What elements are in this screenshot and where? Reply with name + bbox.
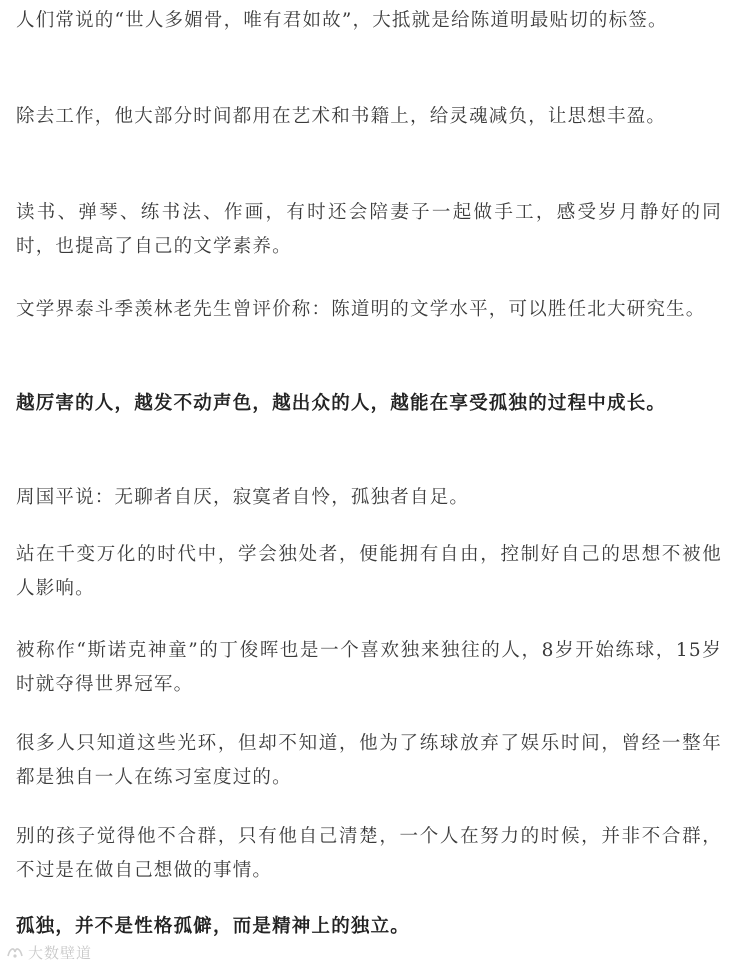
paragraph-5-emphasis: 越厉害的人，越发不动声色，越出众的人，越能在享受孤独的过程中成长。 (16, 393, 667, 414)
watermark-text: 大数壁道 (28, 943, 93, 962)
watermark-logo-icon (6, 945, 24, 959)
watermark (6, 941, 92, 963)
paragraph-8: 被称作“斯诺克神童”的丁俊晖也是一个喜欢独来独往的人，8岁开始练球，15岁时就夺得世界冠军。 (16, 640, 722, 695)
paragraph-3: 读书、弹琴、练书法、作画，有时还会陪妻子一起做手工，感受岁月静好的同时，也提高了自己的文学素养。 (16, 202, 722, 257)
paragraph-2: 除去工作，他大部分时间都用在艺术和书籍上，给灵魂减负，让思想丰盈。 (16, 106, 667, 127)
paragraph-4: 文学界泰斗季羡林老先生曾评价称：陈道明的文学水平，可以胜任北大研究生。 (16, 299, 706, 320)
paragraph-10: 别的孩子觉得他不合群，只有他自己清楚，一个人在努力的时候，并非不合群，不过是在做自己想做的事情。 (16, 826, 722, 881)
paragraph-1: 人们常说的“世人多媚骨，唯有君如故”，大抵就是给陈道明最贴切的标签。 (16, 10, 668, 31)
paragraph-11-emphasis: 孤独，并不是性格孤僻，而是精神上的独立。 (16, 916, 411, 937)
paragraph-9: 很多人只知道这些光环，但却不知道，他为了练球放弃了娱乐时间，曾经一整年都是独自一人在练习室度过的。 (16, 733, 722, 788)
paragraph-6: 周国平说：无聊者自厌，寂寞者自怜，孤独者自足。 (16, 487, 470, 508)
paragraph-7: 站在千变万化的时代中，学会独处者，便能拥有自由，控制好自己的思想不被他人影响。 (16, 544, 722, 599)
